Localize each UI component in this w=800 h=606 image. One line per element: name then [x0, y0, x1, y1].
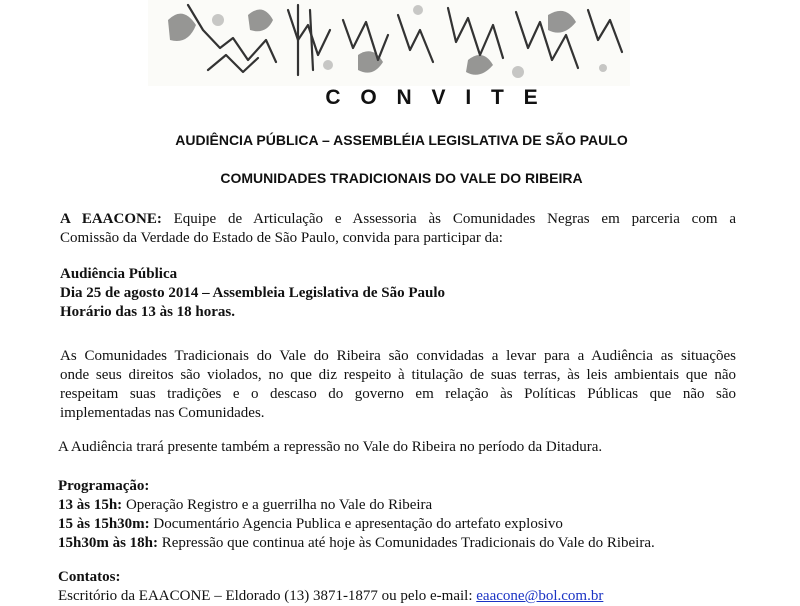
heading-comunidades: COMUNIDADES TRADICIONAIS DO VALE DO RIBEIRA — [220, 170, 583, 186]
detail-line: Dia 25 de agosto 2014 – Assembleia Legislativa de São Paulo — [60, 285, 446, 301]
program-desc: Operação Registro e a guerrilha no Vale do Ribeira — [122, 497, 433, 513]
detail-line: Audiência Pública — [60, 266, 178, 282]
repression-paragraph — [58, 438, 734, 457]
program-item — [58, 534, 734, 553]
org-name: A EAACONE: — [60, 211, 162, 227]
contacts-line — [58, 587, 734, 606]
email-link[interactable]: eaacone@bol.com.br — [476, 588, 604, 604]
repression-text: A Audiência trará presente também a repressão no Vale do Ribeira no período da Ditadura. — [58, 439, 603, 455]
situation-paragraph — [60, 347, 736, 423]
program-label: Programação: — [58, 478, 150, 494]
header-illustration — [148, 0, 630, 86]
intro-line-2: Comissão da Verdade do Estado de São Paulo, convida para participar da: — [60, 230, 503, 246]
intro-paragraph — [60, 210, 736, 248]
program-time: 15h30m às 18h: — [58, 535, 159, 551]
program-item — [58, 496, 734, 515]
program-desc: Documentário Agencia Publica e apresentação do artefato explosivo — [149, 516, 563, 532]
intro-line-1: Equipe de Articulação e Assessoria às Comunidades Negras em parceria com a — [161, 211, 736, 227]
program-time: 13 às 15h: — [58, 497, 123, 513]
event-details — [60, 265, 736, 322]
heading-audiencia: AUDIÊNCIA PÚBLICA – ASSEMBLÉIA LEGISLATIVA DE SÃO PAULO — [175, 132, 628, 148]
program-item — [58, 515, 734, 534]
program-section — [58, 477, 734, 553]
situation-line: As Comunidades Tradicionais do Vale do Ribeira são convidadas a levar para a Audiência as situações — [60, 348, 736, 364]
program-time: 15 às 15h30m: — [58, 516, 150, 532]
contacts-section — [58, 568, 734, 606]
contacts-label: Contatos: — [58, 569, 121, 585]
situation-line: onde seus direitos são violados, no que diz respeito à titulação de suas terras, às leis ambientais que não — [60, 367, 736, 383]
document-title: C O N V I T E — [325, 86, 545, 109]
situation-line: implementadas nas Comunidades. — [60, 405, 265, 421]
detail-line: Horário das 13 às 18 horas. — [60, 304, 236, 320]
contacts-text: Escritório da EAACONE – Eldorado (13) 3871-1877 ou pelo e-mail: — [58, 588, 477, 604]
situation-line: respeitam suas tradições e o descaso do governo em relação às Políticas Públicas que não são — [60, 386, 736, 402]
program-desc: Repressão que continua até hoje às Comunidades Tradicionais do Vale do Ribeira. — [158, 535, 655, 551]
